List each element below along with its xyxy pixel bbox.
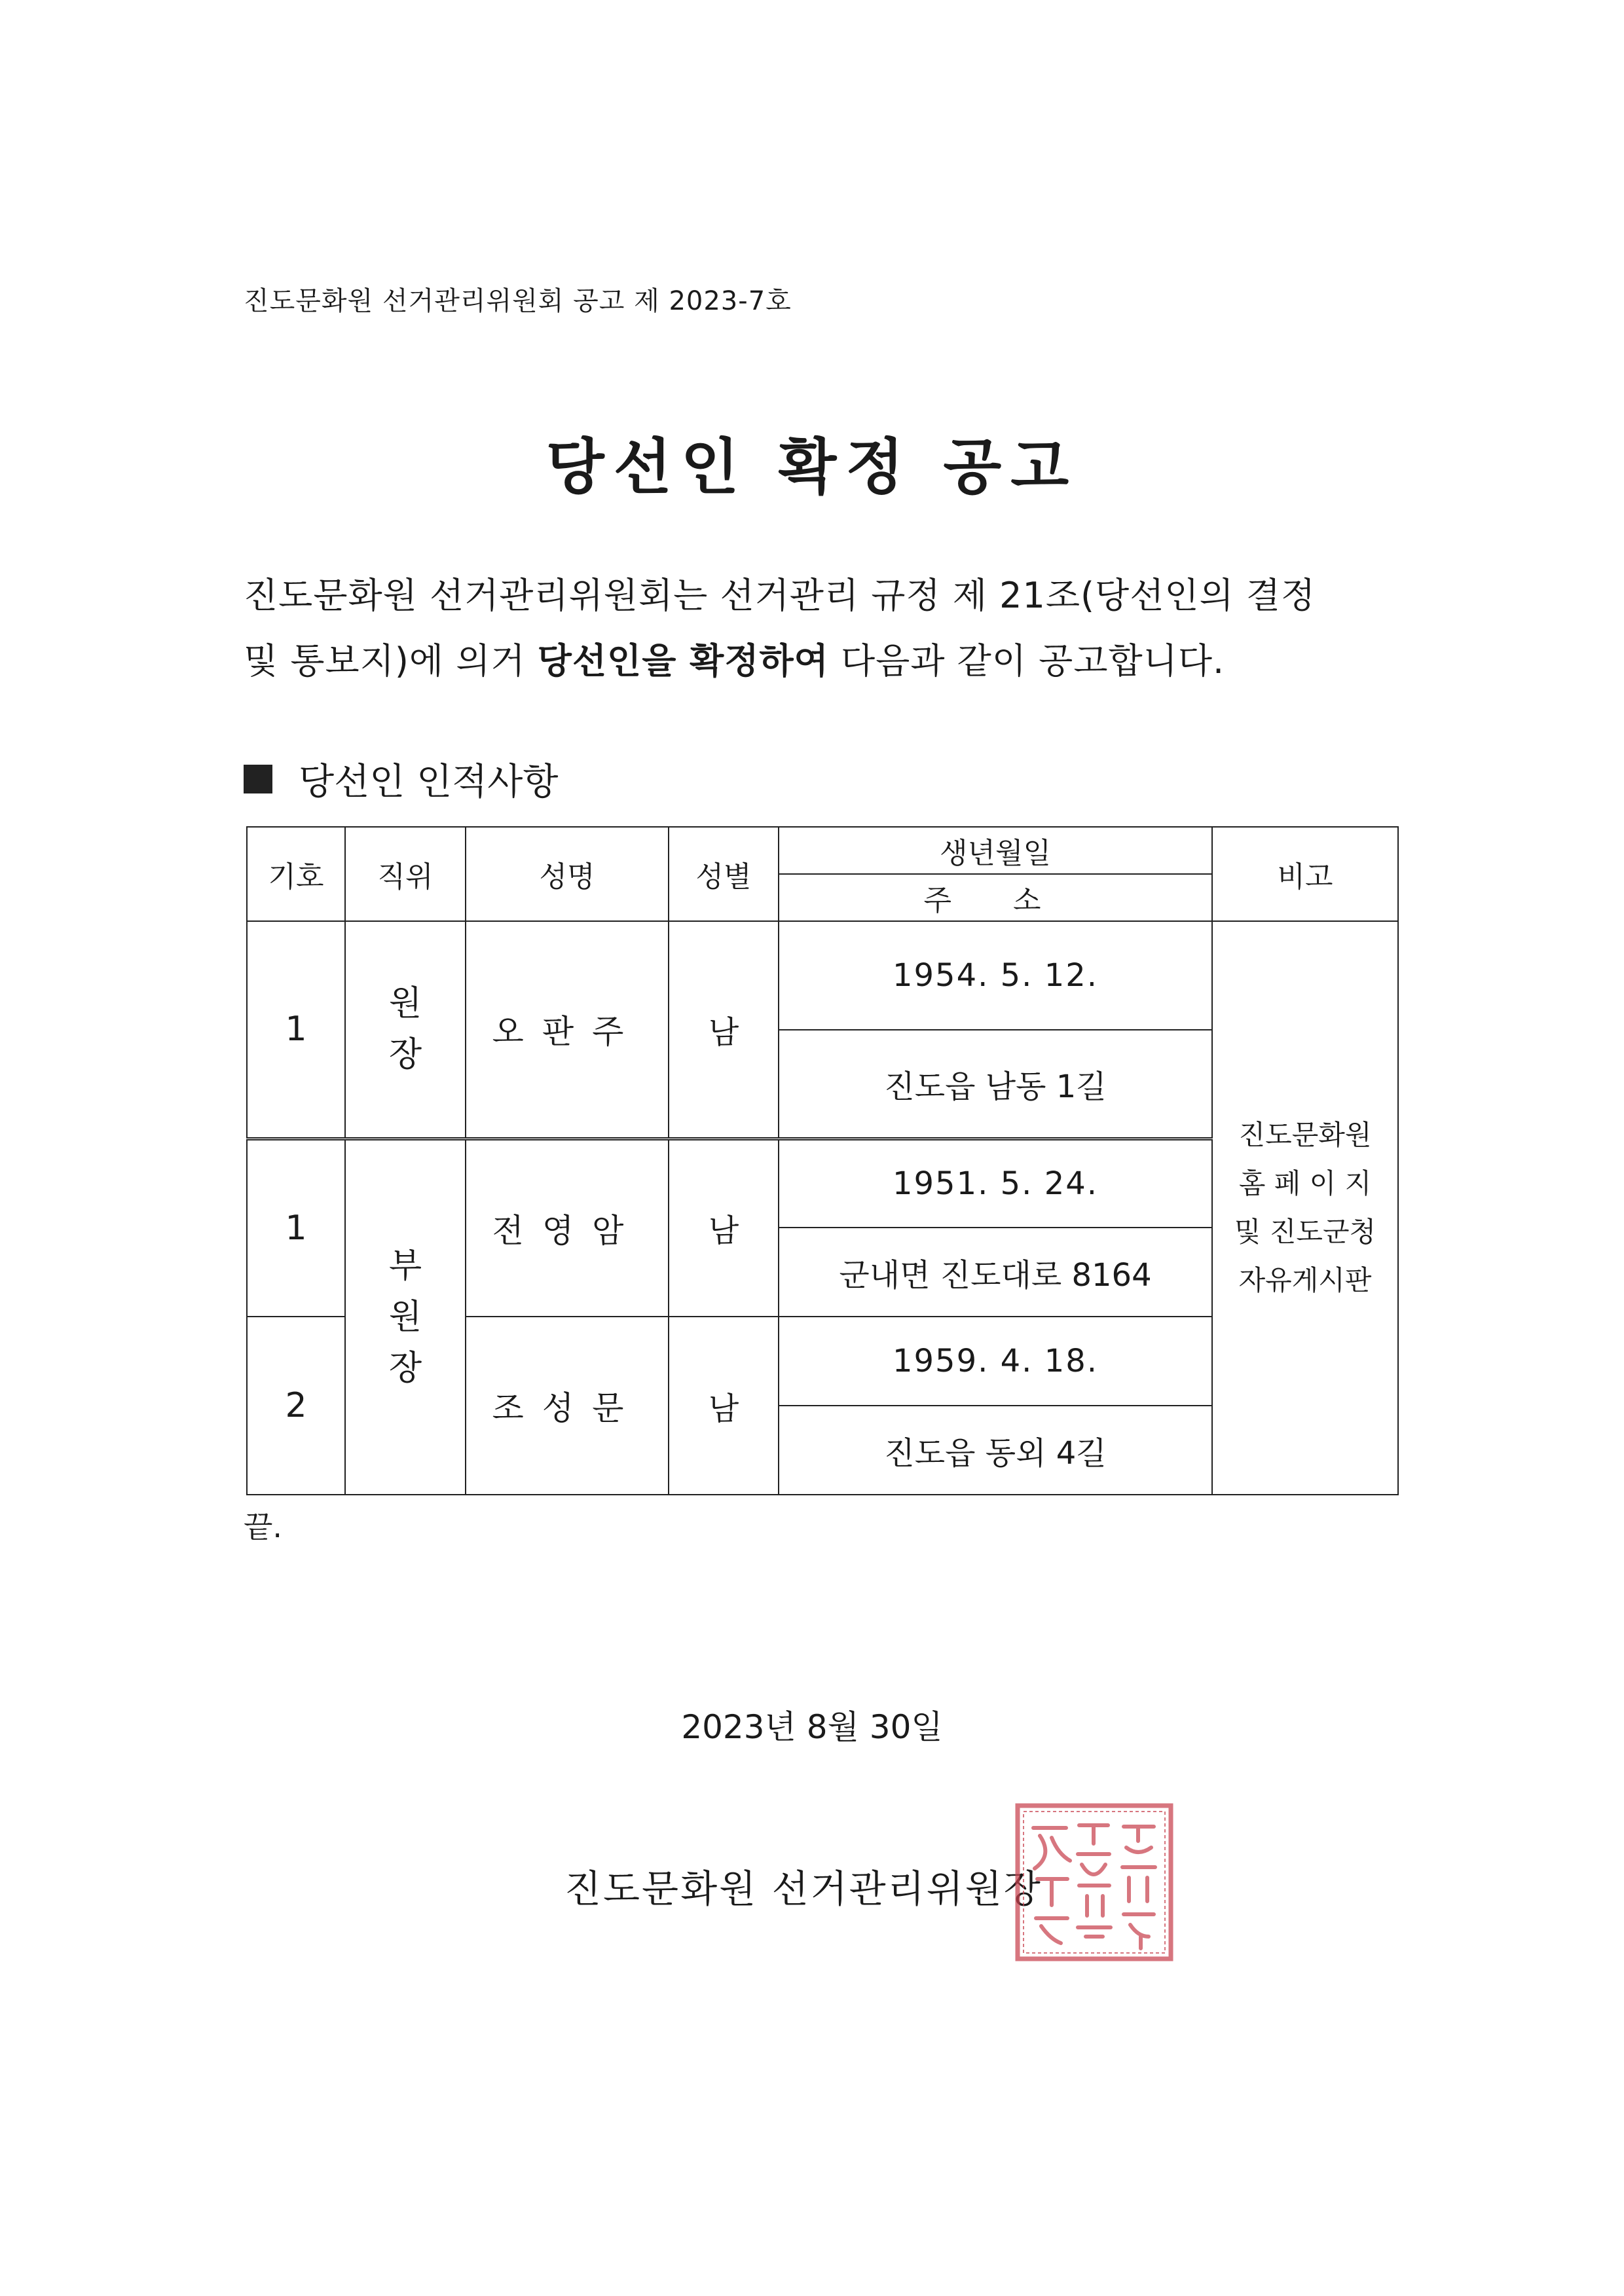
body-text: 및 통보지)에 의거 bbox=[244, 640, 538, 682]
vice-president-1-no: 1 bbox=[247, 1139, 345, 1317]
vice-president-1-gender: 남 bbox=[669, 1139, 779, 1317]
vice-president-2-address: 진도읍 동외 4길 bbox=[779, 1406, 1212, 1495]
header-name: 성명 bbox=[466, 827, 669, 921]
vice-president-1-address: 군내면 진도대로 8164 bbox=[779, 1228, 1212, 1317]
issue-date: 2023년 8월 30일 bbox=[681, 1708, 943, 1746]
remarks-cell bbox=[1212, 921, 1398, 1495]
president-name: 오판주 bbox=[466, 921, 669, 1139]
vice-president-1-name: 전영암 bbox=[466, 1139, 669, 1317]
square-bullet-icon bbox=[244, 765, 272, 793]
header-no: 기호 bbox=[247, 827, 345, 921]
notice-number: 진도문화원 선거관리위원회 공고 제 2023-7호 bbox=[244, 286, 792, 316]
position-president bbox=[345, 921, 466, 1139]
position-char: 장 bbox=[388, 1035, 422, 1075]
president-birth: 1954. 5. 12. bbox=[779, 921, 1212, 1030]
remarks-line: 자유게시판 bbox=[1238, 1264, 1372, 1296]
body-text: 다음과 같이 공고합니다. bbox=[828, 640, 1225, 682]
official-seal-stamp bbox=[1014, 1802, 1175, 1963]
remarks-line: 진도문화원 bbox=[1238, 1119, 1372, 1151]
position-char: 장 bbox=[388, 1348, 422, 1388]
header-birth: 생년월일 bbox=[779, 827, 1212, 874]
president-address: 진도읍 남동 1길 bbox=[779, 1030, 1212, 1139]
president-no: 1 bbox=[247, 921, 345, 1139]
vice-president-1-birth: 1951. 5. 24. bbox=[779, 1139, 1212, 1228]
remarks-line: 및 진도군청 bbox=[1234, 1216, 1376, 1248]
header-position: 직위 bbox=[345, 827, 466, 921]
header-gender: 성별 bbox=[669, 827, 779, 921]
president-gender: 남 bbox=[669, 921, 779, 1139]
body-paragraph bbox=[244, 563, 1409, 694]
winners-table bbox=[246, 826, 1397, 1494]
body-line-2 bbox=[244, 629, 1409, 694]
header-remarks: 비고 bbox=[1212, 827, 1398, 921]
section-heading-text: 당선인 인적사항 bbox=[299, 761, 559, 803]
body-line-1: 진도문화원 선거관리위원회는 선거관리 규정 제 21조(당선인의 결정 bbox=[244, 575, 1316, 616]
end-mark: 끝. bbox=[244, 1509, 283, 1544]
remarks-line: 홈 페 이 지 bbox=[1238, 1167, 1372, 1199]
position-char: 원 bbox=[388, 984, 422, 1024]
body-bold-text: 당선인을 확정하여 bbox=[537, 640, 829, 682]
document-title: 당선인 확정 공고 bbox=[545, 432, 1079, 502]
position-vice-president bbox=[345, 1139, 466, 1495]
vice-president-2-gender: 남 bbox=[669, 1317, 779, 1495]
position-char: 부 bbox=[388, 1246, 422, 1286]
vice-president-2-birth: 1959. 4. 18. bbox=[779, 1317, 1212, 1406]
vice-president-2-name: 조성문 bbox=[466, 1317, 669, 1495]
vice-president-2-no: 2 bbox=[247, 1317, 345, 1495]
signatory: 진도문화원 선거관리위원장 bbox=[564, 1867, 1043, 1911]
position-char: 원 bbox=[388, 1297, 422, 1337]
header-address: 주 소 bbox=[779, 874, 1212, 921]
section-heading bbox=[244, 753, 558, 805]
